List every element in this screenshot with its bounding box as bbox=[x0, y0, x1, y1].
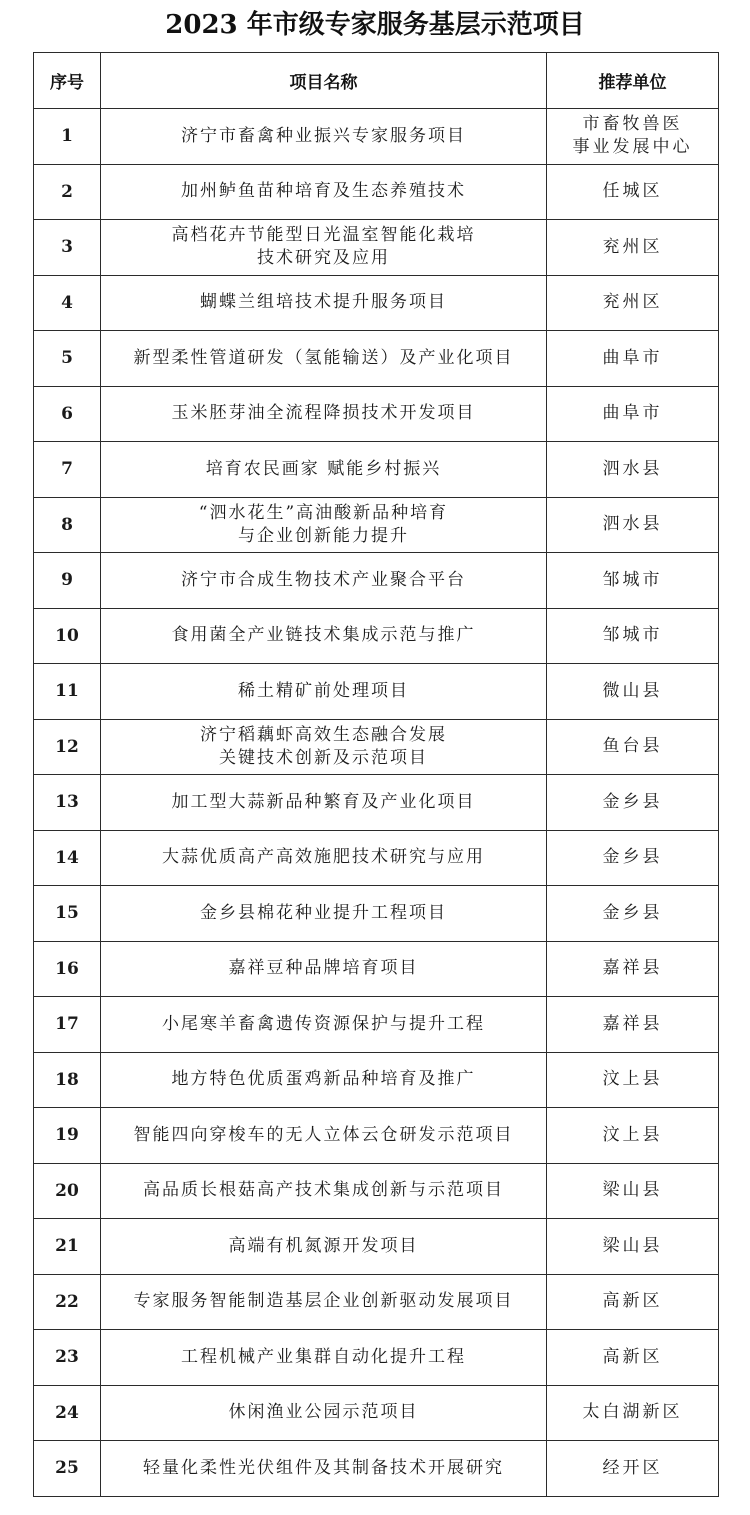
table-header bbox=[34, 53, 719, 109]
recommending-unit: 曲阜市 bbox=[547, 331, 719, 387]
row-index: 21 bbox=[34, 1219, 101, 1275]
table-row bbox=[34, 164, 719, 220]
project-name: 专家服务智能制造基层企业创新驱动发展项目 bbox=[101, 1274, 547, 1330]
recommending-unit: 汶上县 bbox=[547, 1108, 719, 1164]
recommending-unit: 经开区 bbox=[547, 1441, 719, 1497]
table-row bbox=[34, 664, 719, 720]
column-header-index: 序号 bbox=[34, 53, 101, 109]
row-index: 18 bbox=[34, 1052, 101, 1108]
table-row bbox=[34, 608, 719, 664]
recommending-unit: 梁山县 bbox=[547, 1219, 719, 1275]
row-index: 13 bbox=[34, 775, 101, 831]
row-index: 16 bbox=[34, 941, 101, 997]
project-name: 蝴蝶兰组培技术提升服务项目 bbox=[101, 275, 547, 331]
table-row bbox=[34, 719, 719, 775]
project-name: 嘉祥豆种品牌培育项目 bbox=[101, 941, 547, 997]
recommending-unit: 微山县 bbox=[547, 664, 719, 720]
table-row bbox=[34, 1108, 719, 1164]
project-name: 稀土精矿前处理项目 bbox=[101, 664, 547, 720]
row-index: 9 bbox=[34, 553, 101, 609]
recommending-unit: 市畜牧兽医 事业发展中心 bbox=[547, 109, 719, 165]
table-row bbox=[34, 997, 719, 1053]
row-index: 23 bbox=[34, 1330, 101, 1386]
row-index: 14 bbox=[34, 830, 101, 886]
project-name: 地方特色优质蛋鸡新品种培育及推广 bbox=[101, 1052, 547, 1108]
table-body bbox=[34, 109, 719, 1497]
row-index: 4 bbox=[34, 275, 101, 331]
project-name: 新型柔性管道研发（氢能输送）及产业化项目 bbox=[101, 331, 547, 387]
table-row bbox=[34, 1441, 719, 1497]
row-index: 11 bbox=[34, 664, 101, 720]
recommending-unit: 任城区 bbox=[547, 164, 719, 220]
row-index: 20 bbox=[34, 1163, 101, 1219]
project-name: 济宁市畜禽种业振兴专家服务项目 bbox=[101, 109, 547, 165]
table-row bbox=[34, 1330, 719, 1386]
row-index: 7 bbox=[34, 442, 101, 498]
table-row bbox=[34, 1163, 719, 1219]
project-name: 大蒜优质高产高效施肥技术研究与应用 bbox=[101, 830, 547, 886]
recommending-unit: 兖州区 bbox=[547, 220, 719, 276]
table-row bbox=[34, 830, 719, 886]
project-name: 金乡县棉花种业提升工程项目 bbox=[101, 886, 547, 942]
table-row bbox=[34, 109, 719, 165]
row-index: 19 bbox=[34, 1108, 101, 1164]
recommending-unit: 嘉祥县 bbox=[547, 941, 719, 997]
recommending-unit: 金乡县 bbox=[547, 830, 719, 886]
table-row bbox=[34, 1052, 719, 1108]
recommending-unit: 太白湖新区 bbox=[547, 1385, 719, 1441]
column-header-name: 项目名称 bbox=[101, 53, 547, 109]
project-name: 轻量化柔性光伏组件及其制备技术开展研究 bbox=[101, 1441, 547, 1497]
project-name: 加工型大蒜新品种繁育及产业化项目 bbox=[101, 775, 547, 831]
project-name: “泗水花生”高油酸新品种培育 与企业创新能力提升 bbox=[101, 497, 547, 553]
table-row bbox=[34, 386, 719, 442]
recommending-unit: 嘉祥县 bbox=[547, 997, 719, 1053]
row-index: 2 bbox=[34, 164, 101, 220]
table-row bbox=[34, 553, 719, 609]
project-name: 加州鲈鱼苗种培育及生态养殖技术 bbox=[101, 164, 547, 220]
project-name: 玉米胚芽油全流程降损技术开发项目 bbox=[101, 386, 547, 442]
row-index: 3 bbox=[34, 220, 101, 276]
recommending-unit: 汶上县 bbox=[547, 1052, 719, 1108]
table-row bbox=[34, 1385, 719, 1441]
table-row bbox=[34, 775, 719, 831]
table-row bbox=[34, 941, 719, 997]
project-name: 济宁稻藕虾高效生态融合发展 关键技术创新及示范项目 bbox=[101, 719, 547, 775]
project-name: 济宁市合成生物技术产业聚合平台 bbox=[101, 553, 547, 609]
table-row bbox=[34, 442, 719, 498]
row-index: 12 bbox=[34, 719, 101, 775]
table-row bbox=[34, 886, 719, 942]
recommending-unit: 梁山县 bbox=[547, 1163, 719, 1219]
row-index: 1 bbox=[34, 109, 101, 165]
table-row bbox=[34, 497, 719, 553]
recommending-unit: 邹城市 bbox=[547, 608, 719, 664]
project-name: 高端有机氮源开发项目 bbox=[101, 1219, 547, 1275]
project-table bbox=[33, 52, 719, 1497]
recommending-unit: 邹城市 bbox=[547, 553, 719, 609]
recommending-unit: 泗水县 bbox=[547, 497, 719, 553]
project-name: 工程机械产业集群自动化提升工程 bbox=[101, 1330, 547, 1386]
table-row bbox=[34, 331, 719, 387]
project-name: 智能四向穿梭车的无人立体云仓研发示范项目 bbox=[101, 1108, 547, 1164]
recommending-unit: 泗水县 bbox=[547, 442, 719, 498]
row-index: 6 bbox=[34, 386, 101, 442]
document-title: 2023 年市级专家服务基层示范项目 bbox=[165, 10, 585, 40]
row-index: 5 bbox=[34, 331, 101, 387]
row-index: 15 bbox=[34, 886, 101, 942]
recommending-unit: 兖州区 bbox=[547, 275, 719, 331]
table-row bbox=[34, 1274, 719, 1330]
table-row bbox=[34, 1219, 719, 1275]
recommending-unit: 鱼台县 bbox=[547, 719, 719, 775]
row-index: 24 bbox=[34, 1385, 101, 1441]
recommending-unit: 高新区 bbox=[547, 1330, 719, 1386]
project-name: 休闲渔业公园示范项目 bbox=[101, 1385, 547, 1441]
header-row bbox=[34, 53, 719, 109]
row-index: 8 bbox=[34, 497, 101, 553]
recommending-unit: 金乡县 bbox=[547, 886, 719, 942]
recommending-unit: 金乡县 bbox=[547, 775, 719, 831]
column-header-unit: 推荐单位 bbox=[547, 53, 719, 109]
row-index: 17 bbox=[34, 997, 101, 1053]
row-index: 22 bbox=[34, 1274, 101, 1330]
table-row bbox=[34, 220, 719, 276]
recommending-unit: 高新区 bbox=[547, 1274, 719, 1330]
project-name: 高品质长根菇高产技术集成创新与示范项目 bbox=[101, 1163, 547, 1219]
row-index: 25 bbox=[34, 1441, 101, 1497]
table-row bbox=[34, 275, 719, 331]
recommending-unit: 曲阜市 bbox=[547, 386, 719, 442]
project-name: 高档花卉节能型日光温室智能化栽培 技术研究及应用 bbox=[101, 220, 547, 276]
project-name: 食用菌全产业链技术集成示范与推广 bbox=[101, 608, 547, 664]
project-name: 培育农民画家 赋能乡村振兴 bbox=[101, 442, 547, 498]
project-name: 小尾寒羊畜禽遗传资源保护与提升工程 bbox=[101, 997, 547, 1053]
row-index: 10 bbox=[34, 608, 101, 664]
